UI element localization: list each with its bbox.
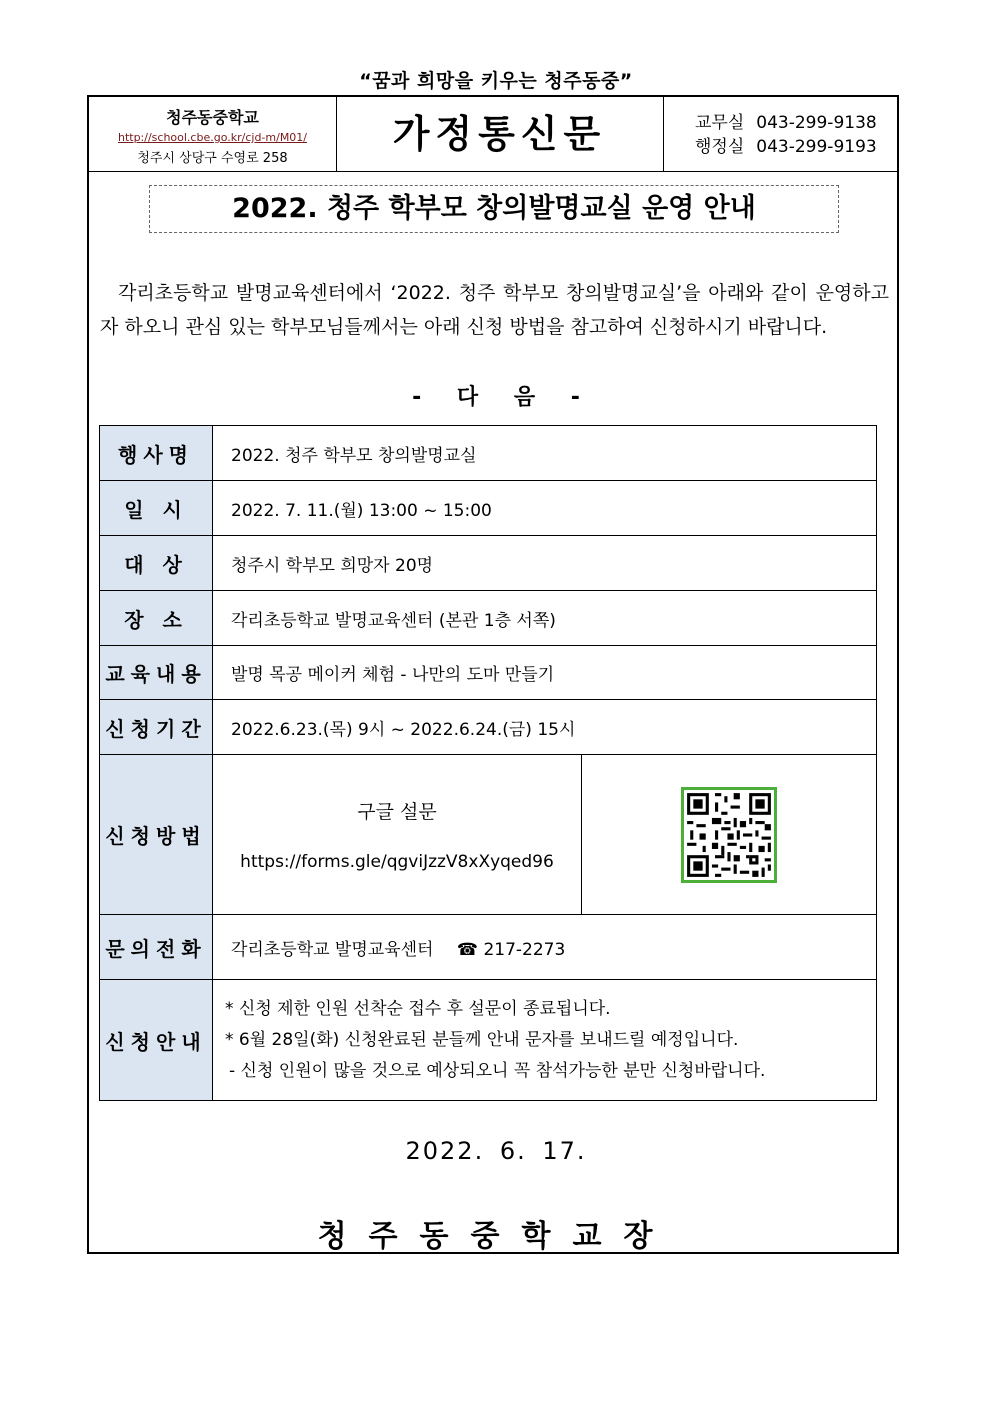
row-value: 청주시 학부모 희망자 20명 — [213, 536, 877, 591]
table-row — [100, 536, 877, 591]
phone-label: 행정실 — [695, 137, 745, 157]
school-url-link[interactable]: http://school.cbe.go.kr/cjd-m/M01/ — [117, 131, 308, 144]
row-label: 신청방법 — [100, 755, 213, 915]
table-row — [100, 591, 877, 646]
guide-note: - 신청 인원이 많을 것으로 예상되오니 꼭 참석가능한 분만 신청바랍니다. — [229, 1060, 766, 1081]
table-row-contact — [100, 915, 877, 980]
table-row — [100, 481, 877, 536]
phone-row-teachers — [695, 111, 877, 135]
event-info-table — [99, 425, 877, 1101]
row-value: 2022. 청주 학부모 창의발명교실 — [213, 426, 877, 481]
table-row — [100, 700, 877, 755]
guide-note: * 신청 제한 인원 선착순 접수 후 설문이 종료됩니다. — [225, 998, 611, 1019]
issue-date: 2022. 6. 17. — [405, 1137, 587, 1165]
row-label: 신청기간 — [100, 700, 213, 755]
telephone-icon: ☎ — [456, 939, 479, 960]
newsletter-header — [89, 97, 897, 172]
school-address: 청주시 상당구 수영로 258 — [137, 151, 288, 166]
school-name: 청주동중학교 — [166, 108, 259, 127]
table-row-apply — [100, 755, 877, 915]
guide-notes — [213, 980, 877, 1101]
row-label: 대 상 — [100, 536, 213, 591]
row-label: 행사명 — [100, 426, 213, 481]
survey-title: 구글 설문 — [357, 801, 437, 823]
section-separator: - 다 음 - — [412, 385, 580, 410]
school-info — [89, 97, 337, 171]
row-label: 장 소 — [100, 591, 213, 646]
principal-signature: 청주동중학교장 — [317, 1219, 675, 1254]
row-label: 일 시 — [100, 481, 213, 536]
table-row — [100, 426, 877, 481]
table-row-guide — [100, 980, 877, 1101]
guide-note: * 6월 28일(화) 신청완료된 분들께 안내 문자를 보내드릴 예정입니다. — [225, 1029, 739, 1050]
phone-label: 교무실 — [695, 113, 745, 133]
document-title: 가정통신문 — [336, 97, 664, 171]
intro-paragraph — [100, 276, 889, 344]
qr-code-icon[interactable] — [681, 787, 777, 883]
phone-number: 043-299-9138 — [756, 113, 877, 133]
notice-title: 2022. 청주 학부모 창의발명교실 운영 안내 — [149, 185, 839, 233]
table-row — [100, 646, 877, 700]
row-label: 신청안내 — [100, 980, 213, 1101]
phone-number: 043-299-9193 — [756, 137, 877, 157]
survey-url-link[interactable]: https://forms.gle/qgviJzzV8xXyqed96 — [240, 852, 554, 872]
row-label: 문의전화 — [100, 915, 213, 980]
row-value: 2022.6.23.(목) 9시 ~ 2022.6.24.(금) 15시 — [213, 700, 877, 755]
row-value: 발명 목공 메이커 체험 - 나만의 도마 만들기 — [213, 646, 877, 700]
row-value: 2022. 7. 11.(월) 13:00 ~ 15:00 — [213, 481, 877, 536]
phone-row-admin — [695, 135, 877, 159]
qr-cell — [582, 755, 877, 915]
row-label: 교육내용 — [100, 646, 213, 700]
intro-text: 각리초등학교 발명교육센터에서 ‘2022. 청주 학부모 창의발명교실’을 아래와 같이 운영하고자 하오니 관심 있는 학부모님들께서는 아래 신청 방법을 참고하여 신청하시기 바랍니다. — [100, 282, 889, 338]
row-value: 각리초등학교 발명교육센터 (본관 1층 서쪽) — [213, 591, 877, 646]
contact-phone: 217-2273 — [483, 939, 566, 960]
contact-cell — [213, 915, 877, 980]
contact-org: 각리초등학교 발명교육센터 — [231, 939, 434, 960]
survey-cell — [213, 755, 582, 915]
phone-contacts — [695, 111, 877, 159]
school-motto: “꿈과 희망을 키우는 청주동중” — [359, 70, 633, 92]
